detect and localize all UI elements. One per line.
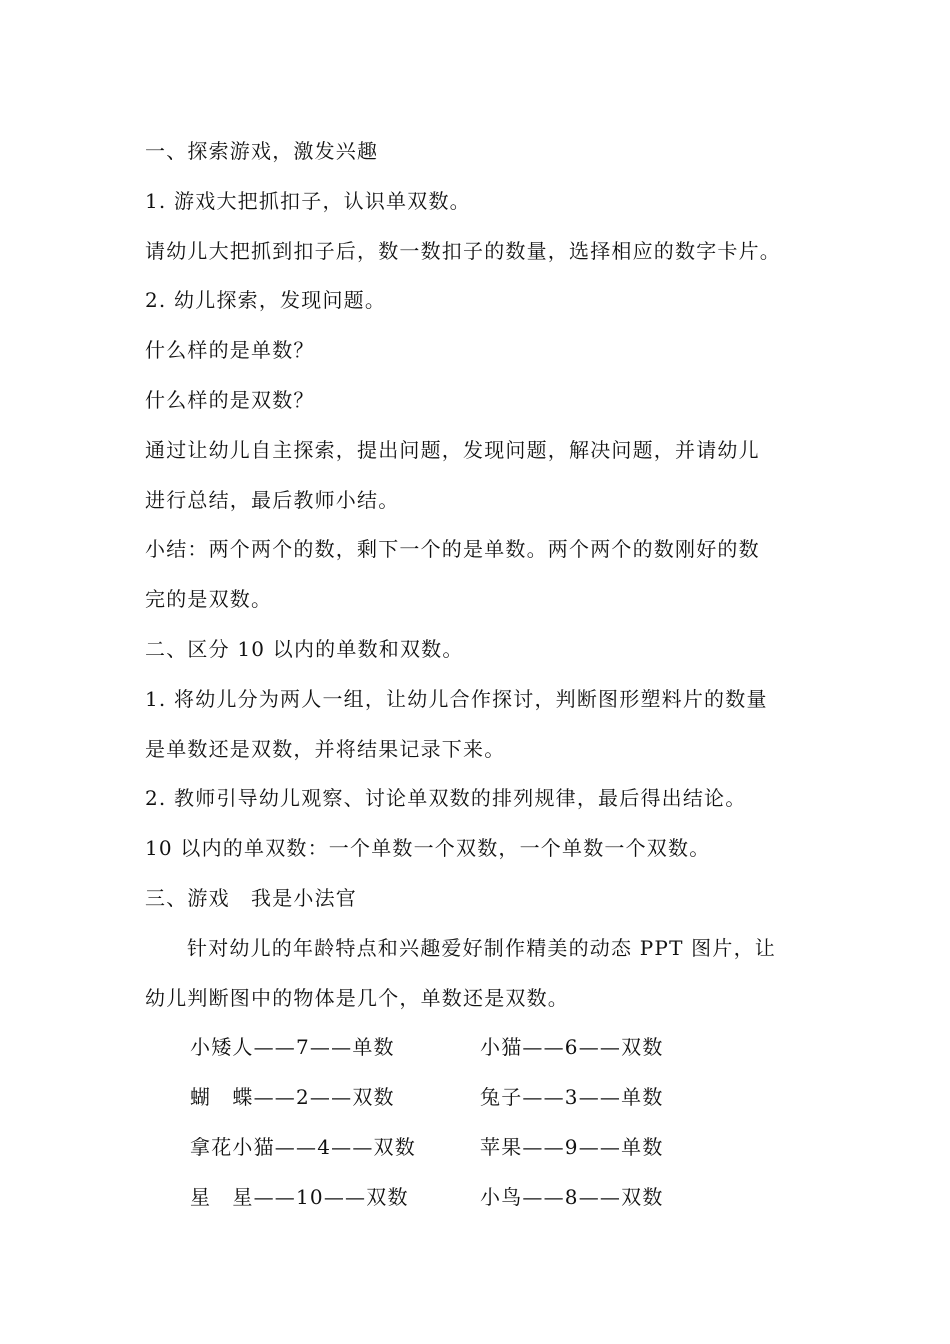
answer-row xyxy=(145,1023,810,1073)
question-even: 什么样的是双数？ xyxy=(145,387,315,412)
summary-line-2: 完的是双数。 xyxy=(145,587,273,612)
answer-right: 兔子——3——单数 xyxy=(480,1085,664,1110)
question-odd: 什么样的是单数？ xyxy=(145,338,315,363)
answer-right: 苹果——9——单数 xyxy=(480,1134,664,1159)
section-heading-2: 二、区分 10 以内的单数和双数。 xyxy=(145,636,464,661)
step-2-1-line-2: 是单数还是双数，并将结果记录下来。 xyxy=(145,736,506,761)
paragraph-2-line-1: 通过让幼儿自主探索，提出问题，发现问题，解决问题，并请幼儿 xyxy=(145,437,760,462)
step-1-2: 2. 幼儿探索，发现问题。 xyxy=(145,288,387,313)
paragraph-3-line-2: 幼儿判断图中的物体是几个，单数还是双数。 xyxy=(145,985,569,1010)
answer-left: 星 星——10——双数 xyxy=(190,1184,409,1209)
answer-left: 蝴 蝶——2——双数 xyxy=(190,1085,395,1110)
step-2-2: 2. 教师引导幼儿观察、讨论单双数的排列规律，最后得出结论。 xyxy=(145,786,747,811)
answer-left: 拿花小猫——4——双数 xyxy=(190,1134,416,1159)
paragraph-3-line-1: 针对幼儿的年龄特点和兴趣爱好制作精美的动态 PPT 图片，让 xyxy=(187,935,776,960)
section-heading-1: 一、探索游戏，激发兴趣 xyxy=(145,139,379,163)
conclusion: 10 以内的单双数：一个单数一个双数，一个单数一个双数。 xyxy=(145,836,711,861)
paragraph-2-line-2: 进行总结，最后教师小结。 xyxy=(145,487,400,512)
summary-line-1: 小结：两个两个的数，剩下一个的是单数。两个两个的数刚好的数 xyxy=(145,537,760,562)
answer-right: 小猫——6——双数 xyxy=(480,1035,664,1060)
step-1-1: 1. 游戏大把抓扣子，认识单双数。 xyxy=(145,188,471,213)
step-2-1-line-1: 1. 将幼儿分为两人一组，让幼儿合作探讨，判断图形塑料片的数量 xyxy=(145,686,768,711)
answer-right: 小鸟——8——双数 xyxy=(480,1184,664,1209)
answer-row xyxy=(145,1173,810,1223)
document-body xyxy=(145,127,810,1223)
section-heading-3: 三、游戏 我是小法官 xyxy=(145,885,357,910)
answer-row xyxy=(145,1073,810,1123)
answer-left: 小矮人——7——单数 xyxy=(190,1035,395,1060)
answer-row xyxy=(145,1123,810,1173)
paragraph-1: 请幼儿大把抓到扣子后，数一数扣子的数量，选择相应的数字卡片。 xyxy=(145,238,781,263)
